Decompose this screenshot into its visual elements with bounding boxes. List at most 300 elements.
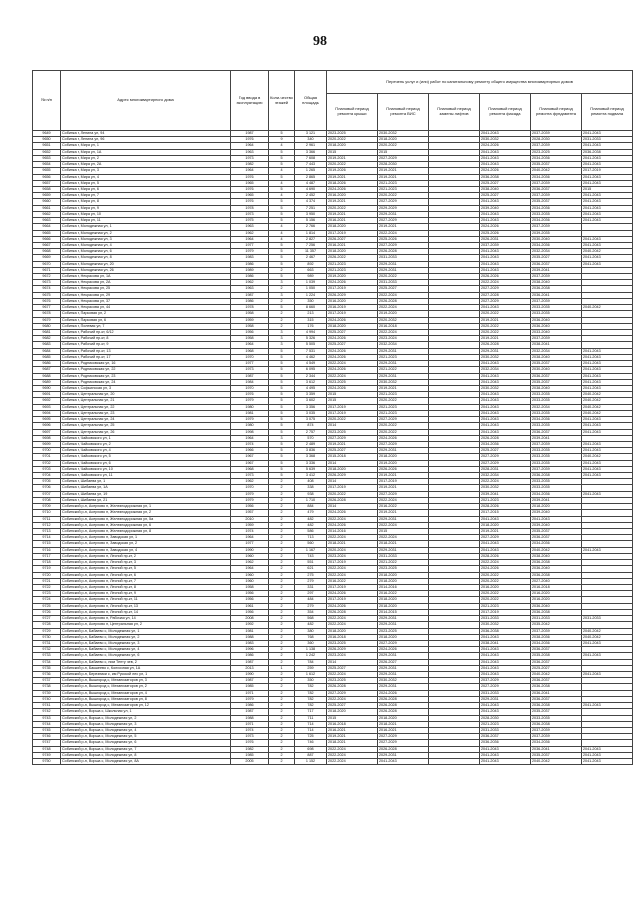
table-row bbox=[33, 522, 633, 528]
roof-period-cell: 2018-2020 bbox=[327, 249, 378, 255]
foundation-period-cell: 2036-2038 bbox=[531, 286, 582, 292]
row-number-cell: 9677 bbox=[33, 305, 61, 311]
floors-cell: 5 bbox=[269, 354, 295, 360]
row-number-cell: 9723 bbox=[33, 591, 61, 597]
row-number-cell: 9733 bbox=[33, 653, 61, 659]
address-cell: Собинка г, Шибаева ул, 1А bbox=[61, 485, 231, 491]
foundation-period-cell: 2033-2035 bbox=[531, 460, 582, 466]
address-cell: Собинка г, Некрасова ул, 29 bbox=[61, 292, 231, 298]
table-row bbox=[33, 547, 633, 553]
row-number-cell: 9689 bbox=[33, 379, 61, 385]
facade-period-cell: 2030-2032 bbox=[480, 354, 531, 360]
foundation-period-cell: 2035-2037 bbox=[531, 752, 582, 758]
area-cell: 551 bbox=[295, 560, 327, 566]
roof-period-cell: 2022-2024 bbox=[327, 535, 378, 541]
engineering-period-cell: 2021-2023 bbox=[378, 186, 429, 192]
roof-period-cell: 2016-2020 bbox=[327, 298, 378, 304]
table-row bbox=[33, 622, 633, 628]
facade-period-cell: 2020-2022 bbox=[480, 597, 531, 603]
row-number-cell: 9687 bbox=[33, 367, 61, 373]
area-cell: 2 344 bbox=[295, 373, 327, 379]
floors-cell: 2 bbox=[269, 317, 295, 323]
address-cell: Собинка г, Центральная ул, 25 bbox=[61, 423, 231, 429]
floors-cell: 2 bbox=[269, 535, 295, 541]
foundation-period-cell: 2039-2040 bbox=[531, 522, 582, 528]
address-cell: Собинка г, Мира ул, 1 bbox=[61, 143, 231, 149]
engineering-period-cell: 2028-2030 bbox=[378, 162, 429, 168]
engineering-period-cell: 2018-2020 bbox=[378, 603, 429, 609]
address-cell: Собинский р-н, Воршa с, Молодежная ул, 3 bbox=[61, 721, 231, 727]
year-built-cell: 1959 bbox=[231, 317, 269, 323]
year-built-cell: 1983 bbox=[231, 255, 269, 261]
facade-period-cell: 2041-2043 bbox=[480, 423, 531, 429]
facade-period-cell: 2041-2043 bbox=[480, 541, 531, 547]
area-cell: 297 bbox=[295, 591, 327, 597]
basement-period-cell: 2041-2043 bbox=[582, 261, 633, 267]
roof-period-cell: 2024-2026 bbox=[327, 348, 378, 354]
address-cell: Собинский р-н, Воршa с, Молодежная ул, 4 bbox=[61, 728, 231, 734]
area-cell: 4 374 bbox=[295, 199, 327, 205]
row-number-cell: 9705 bbox=[33, 479, 61, 485]
floors-cell: 2 bbox=[269, 634, 295, 640]
engineering-period-cell: 2030-2032 bbox=[378, 379, 429, 385]
row-number-cell: 9702 bbox=[33, 460, 61, 466]
row-number-cell: 9729 bbox=[33, 628, 61, 634]
area-cell: 782 bbox=[295, 703, 327, 709]
foundation-period-cell: 2036-2037 bbox=[531, 261, 582, 267]
row-number-cell: 9719 bbox=[33, 566, 61, 572]
engineering-period-cell: 2026-2028 bbox=[378, 703, 429, 709]
year-built-cell: 1970 bbox=[231, 354, 269, 360]
facade-period-cell: 2041-2043 bbox=[480, 398, 531, 404]
year-built-cell: 1957 bbox=[231, 510, 269, 516]
address-cell: Собинка г, Некрасова ул, 1А bbox=[61, 274, 231, 280]
table-row bbox=[33, 578, 633, 584]
foundation-period-cell: 2033-2035 bbox=[531, 410, 582, 416]
facade-period-cell: 2031-2033 bbox=[480, 616, 531, 622]
foundation-period-cell: 2035-2037 bbox=[531, 379, 582, 385]
address-cell: Собинка г, Некрасова ул, 2А bbox=[61, 280, 231, 286]
roof-period-cell: 2018-2020 bbox=[327, 466, 378, 472]
facade-period-cell: 2038-2041 bbox=[480, 640, 531, 646]
area-cell: 4 690 bbox=[295, 186, 327, 192]
engineering-period-cell: 2026-2028 bbox=[378, 709, 429, 715]
roof-period-cell: 2018-2020 bbox=[327, 224, 378, 230]
facade-period-cell: 2036-2038 bbox=[480, 628, 531, 634]
row-number-cell: 9718 bbox=[33, 560, 61, 566]
floors-cell: 5 bbox=[269, 199, 295, 205]
engineering-period-cell: 2018-2020 bbox=[378, 137, 429, 143]
roof-period-cell: 2022-2024 bbox=[327, 759, 378, 765]
basement-period-cell: 2040-2042 bbox=[582, 410, 633, 416]
row-number-cell: 9661 bbox=[33, 205, 61, 211]
facade-period-cell: 2041-2043 bbox=[480, 255, 531, 261]
foundation-period-cell: 2038-2041 bbox=[531, 342, 582, 348]
floors-cell: 2 bbox=[269, 609, 295, 615]
foundation-period-cell: 2023-2025 bbox=[531, 149, 582, 155]
row-number-cell: 9731 bbox=[33, 640, 61, 646]
basement-period-cell: 2041-2043 bbox=[582, 361, 633, 367]
foundation-period-cell: 2037-2039 bbox=[531, 193, 582, 199]
floors-cell: 2 bbox=[269, 759, 295, 765]
facade-period-cell: 2041-2043 bbox=[480, 417, 531, 423]
foundation-period-cell: 2034-2036 bbox=[531, 640, 582, 646]
foundation-period-cell: 2034-2036 bbox=[531, 417, 582, 423]
facade-period-cell: 2041-2043 bbox=[480, 759, 531, 765]
foundation-period-cell: 2036-2037 bbox=[531, 696, 582, 702]
area-cell: 725 bbox=[295, 734, 327, 740]
engineering-period-cell: 2023-2025 bbox=[378, 628, 429, 634]
table-row bbox=[33, 752, 633, 758]
area-cell: 1 050 bbox=[295, 286, 327, 292]
table-row bbox=[33, 634, 633, 640]
basement-period-cell: 2041-2043 bbox=[582, 746, 633, 752]
row-number-cell: 9659 bbox=[33, 193, 61, 199]
foundation-period-cell: 2039-2035 bbox=[531, 230, 582, 236]
address-cell: Собинка г, Чайковского ул, 4 bbox=[61, 448, 231, 454]
table-row bbox=[33, 659, 633, 665]
year-built-cell: 1981 bbox=[231, 410, 269, 416]
floors-cell: 4 bbox=[269, 230, 295, 236]
roof-period-cell: 2022-2024 bbox=[327, 746, 378, 752]
foundation-period-cell: 2040-2042 bbox=[531, 759, 582, 765]
floors-cell: 2 bbox=[269, 728, 295, 734]
year-built-cell: 1958 bbox=[231, 323, 269, 329]
foundation-period-cell: 2034-2036 bbox=[531, 205, 582, 211]
floors-cell: 5 bbox=[269, 162, 295, 168]
area-cell: 586 bbox=[295, 529, 327, 535]
roof-period-cell: 2022-2024 bbox=[327, 516, 378, 522]
foundation-period-cell: 2037-2039 bbox=[531, 336, 582, 342]
floors-cell: 5 bbox=[269, 466, 295, 472]
engineering-period-cell: 2026-2027 bbox=[378, 659, 429, 665]
roof-period-cell: 2019-2021 bbox=[327, 441, 378, 447]
floors-cell: 4 bbox=[269, 236, 295, 242]
area-cell: 782 bbox=[295, 696, 327, 702]
engineering-period-cell: 2021-2023 bbox=[378, 392, 429, 398]
facade-period-cell: 2021-2023 bbox=[480, 721, 531, 727]
address-cell: Собинка г, Мира ул, 8 bbox=[61, 199, 231, 205]
engineering-period-cell: 2027-2029 bbox=[378, 242, 429, 248]
year-built-cell: 1958 bbox=[231, 336, 269, 342]
roof-period-cell: 2014 bbox=[327, 423, 378, 429]
floors-cell: 2 bbox=[269, 541, 295, 547]
address-cell: Собинский р-н, Бакшеево с, Колхозная ул, 1А bbox=[61, 665, 231, 671]
engineering-period-cell: 2018-2021 bbox=[378, 721, 429, 727]
facade-period-cell: 2027-2029 bbox=[480, 460, 531, 466]
address-cell: Собинка г, Родниковская ул, 22 bbox=[61, 367, 231, 373]
row-number-cell: 9678 bbox=[33, 311, 61, 317]
year-built-cell: 1976 bbox=[231, 174, 269, 180]
row-number-cell: 9669 bbox=[33, 255, 61, 261]
repair-schedule-table-wrapper bbox=[32, 70, 632, 765]
facade-period-cell: 2032-2034 bbox=[480, 473, 531, 479]
area-cell: 1 224 bbox=[295, 292, 327, 298]
engineering-period-cell: 2027-2029 bbox=[378, 218, 429, 224]
row-number-cell: 9738 bbox=[33, 684, 61, 690]
foundation-period-cell: 2039-2041 bbox=[531, 497, 582, 503]
engineering-period-cell: 2016-2021 bbox=[378, 728, 429, 734]
area-cell: 2 757 bbox=[295, 429, 327, 435]
floors-cell: 5 bbox=[269, 448, 295, 454]
row-number-cell: 9667 bbox=[33, 242, 61, 248]
facade-period-cell: 2019-2021 bbox=[480, 336, 531, 342]
row-number-cell: 9656 bbox=[33, 174, 61, 180]
area-cell: 7 531 bbox=[295, 348, 327, 354]
roof-period-cell: 2027-2029 bbox=[327, 435, 378, 441]
floors-cell: 2 bbox=[269, 491, 295, 497]
engineering-period-cell: 2030-2032 bbox=[378, 131, 429, 137]
area-cell: 259 bbox=[295, 665, 327, 671]
engineering-period-cell: 2018-2020 bbox=[378, 634, 429, 640]
row-number-cell: 9699 bbox=[33, 441, 61, 447]
area-cell: 782 bbox=[295, 690, 327, 696]
basement-period-cell: 2041-2043 bbox=[582, 672, 633, 678]
area-cell: 4 487 bbox=[295, 180, 327, 186]
row-number-cell: 9704 bbox=[33, 473, 61, 479]
floors-cell: 2 bbox=[269, 653, 295, 659]
row-number-cell: 9721 bbox=[33, 578, 61, 584]
floors-cell: 5 bbox=[269, 155, 295, 161]
floors-cell: 2 bbox=[269, 560, 295, 566]
basement-period-cell: 2041-2043 bbox=[582, 703, 633, 709]
facade-period-cell: 2027-2029 bbox=[480, 454, 531, 460]
engineering-period-cell: 2018-2020 bbox=[378, 715, 429, 721]
facade-period-cell: 2025-2027 bbox=[480, 180, 531, 186]
table-row bbox=[33, 696, 633, 702]
roof-period-cell: 2017-2019 bbox=[327, 311, 378, 317]
address-cell: Собинка г, Рабочий пр-кт, 9 bbox=[61, 342, 231, 348]
foundation-period-cell: 2035-2042 bbox=[531, 622, 582, 628]
year-built-cell: 1980 bbox=[231, 404, 269, 410]
area-cell: 7 443 bbox=[295, 162, 327, 168]
foundation-period-cell: 2034-2036 bbox=[531, 242, 582, 248]
engineering-period-cell: 2022-2024 bbox=[378, 535, 429, 541]
year-built-cell: 1986 bbox=[231, 653, 269, 659]
address-cell: Собинский р-н, Асерхово п, Лесной пр-кт, 6 bbox=[61, 572, 231, 578]
address-cell: Собинский р-н, Вышгород с, Механизаторов ул, 12 bbox=[61, 703, 231, 709]
foundation-period-cell: 2036-2041 bbox=[531, 292, 582, 298]
foundation-period-cell: 2039-2040 bbox=[531, 510, 582, 516]
roof-period-cell: 2014 bbox=[327, 479, 378, 485]
address-cell: Собинка г, Ленина ул, 96 bbox=[61, 137, 231, 143]
floors-cell: 5 bbox=[269, 361, 295, 367]
engineering-period-cell: 2029-2031 bbox=[378, 672, 429, 678]
foundation-period-cell: 2033-2035 bbox=[531, 211, 582, 217]
engineering-period-cell: 2029-2031 bbox=[378, 616, 429, 622]
basement-period-cell: 2041-2043 bbox=[582, 417, 633, 423]
year-built-cell: 1967 bbox=[231, 454, 269, 460]
address-cell: Собинка г, Мира ул, 2 bbox=[61, 155, 231, 161]
address-cell: Собинка г, Молодежная ул, 26 bbox=[61, 267, 231, 273]
row-number-cell: 9657 bbox=[33, 180, 61, 186]
address-cell: Собинка г, Чайковского ул, 5 bbox=[61, 454, 231, 460]
foundation-period-cell: 2016-2018 bbox=[531, 584, 582, 590]
engineering-period-cell: 2020-2022 bbox=[378, 429, 429, 435]
address-cell: Собинский р-н, Березники с, им Русской лес ул, 1 bbox=[61, 672, 231, 678]
year-built-cell: 1976 bbox=[231, 137, 269, 143]
roof-period-cell: 2019-2021 bbox=[327, 199, 378, 205]
basement-period-cell: 2040-2042 bbox=[582, 398, 633, 404]
row-number-cell: 9665 bbox=[33, 230, 61, 236]
foundation-period-cell: 2036-2040 bbox=[531, 566, 582, 572]
area-cell: 360 bbox=[295, 640, 327, 646]
foundation-period-cell: 2028-2030 bbox=[531, 137, 582, 143]
foundation-period-cell: 2037-2039 bbox=[531, 734, 582, 740]
roof-period-cell: 2026-2028 bbox=[327, 497, 378, 503]
foundation-period-cell: 2025-2027 bbox=[531, 665, 582, 671]
engineering-period-cell: 2027-2029 bbox=[378, 740, 429, 746]
engineering-period-cell: 2029-2031 bbox=[378, 448, 429, 454]
engineering-period-cell: 2019-2021 bbox=[378, 473, 429, 479]
engineering-period-cell: 2027-2029 bbox=[378, 199, 429, 205]
basement-period-cell: 2041-2043 bbox=[582, 460, 633, 466]
row-number-cell: 9732 bbox=[33, 647, 61, 653]
engineering-period-cell: 2020-2022 bbox=[378, 398, 429, 404]
engineering-period-cell: 2020-2022 bbox=[378, 143, 429, 149]
floors-cell: 5 bbox=[269, 249, 295, 255]
address-cell: Собинка г, Мира ул, 1А bbox=[61, 149, 231, 155]
floors-cell: 5 bbox=[269, 211, 295, 217]
row-number-cell: 9711 bbox=[33, 516, 61, 522]
facade-period-cell: 2041-2043 bbox=[480, 199, 531, 205]
floors-cell: 3 bbox=[269, 435, 295, 441]
area-cell: 568 bbox=[295, 616, 327, 622]
area-cell: 768 bbox=[295, 634, 327, 640]
table-row bbox=[33, 504, 633, 510]
foundation-period-cell: 2016-2020 bbox=[531, 597, 582, 603]
facade-period-cell: 2041-2043 bbox=[480, 429, 531, 435]
address-cell: Собинка г, Мира ул, 11 bbox=[61, 218, 231, 224]
area-cell: 1 814 bbox=[295, 230, 327, 236]
address-cell: Собинский р-н, Асерхово п, Железнодорожная ул, 6 bbox=[61, 522, 231, 528]
facade-period-cell: 2041-2043 bbox=[480, 361, 531, 367]
facade-period-cell: 2041-2043 bbox=[480, 261, 531, 267]
roof-period-cell: 2025-2027 bbox=[327, 330, 378, 336]
year-built-cell: 1964 bbox=[231, 143, 269, 149]
address-cell: Собинский р-н, Асерхово п, Лесной пр-кт, 14 bbox=[61, 609, 231, 615]
address-cell: Собинский р-н, Асерхово п, Лесной пр-кт, 8 bbox=[61, 584, 231, 590]
area-cell: 3 121 bbox=[295, 131, 327, 137]
year-built-cell: 1973 bbox=[231, 155, 269, 161]
table-row bbox=[33, 529, 633, 535]
facade-period-cell: 2041-2043 bbox=[480, 709, 531, 715]
address-cell: Собинский р-н, Воршa с, Молодежная ул, 6 bbox=[61, 740, 231, 746]
area-cell: 3 366 bbox=[295, 149, 327, 155]
address-cell: Собинский р-н, Воршa с, Молодежная ул, 5 bbox=[61, 734, 231, 740]
year-built-cell: 1977 bbox=[231, 541, 269, 547]
floors-cell: 5 bbox=[269, 348, 295, 354]
foundation-period-cell: 2030-2040 bbox=[531, 236, 582, 242]
row-number-cell: 9672 bbox=[33, 274, 61, 280]
roof-period-cell: 2024-2026 bbox=[327, 317, 378, 323]
engineering-period-cell: 2027-2029 bbox=[378, 734, 429, 740]
year-built-cell: 1977 bbox=[231, 242, 269, 248]
table-row bbox=[33, 715, 633, 721]
engineering-period-cell: 2019-2021 bbox=[378, 224, 429, 230]
area-cell: 350 bbox=[295, 298, 327, 304]
basement-period-cell: 2041-2043 bbox=[582, 143, 633, 149]
address-cell: Собинка г, Рабочий пр-кт, 6/12 bbox=[61, 330, 231, 336]
row-number-cell: 9736 bbox=[33, 672, 61, 678]
engineering-period-cell: 2021-2023 bbox=[378, 404, 429, 410]
floors-cell: 2 bbox=[269, 678, 295, 684]
year-built-cell: 1992 bbox=[231, 622, 269, 628]
area-cell: 5 156 bbox=[295, 218, 327, 224]
floors-cell: 5 bbox=[269, 305, 295, 311]
roof-period-cell: 2016-2021 bbox=[327, 218, 378, 224]
year-built-cell: 1960 bbox=[231, 553, 269, 559]
area-cell: 482 bbox=[295, 622, 327, 628]
address-cell: Собинка г, Чайковского ул, 1 bbox=[61, 435, 231, 441]
year-built-cell: 1964 bbox=[231, 168, 269, 174]
area-cell: 5 639 bbox=[295, 466, 327, 472]
address-cell: Собинка г, Рабочий пр-кт, 13 bbox=[61, 348, 231, 354]
address-cell: Собинка г, Молодежная ул, 4 bbox=[61, 242, 231, 248]
foundation-period-cell: 2033-2035 bbox=[531, 485, 582, 491]
area-cell: 3 359 bbox=[295, 392, 327, 398]
roof-period-cell: 2017-2019 bbox=[327, 230, 378, 236]
roof-period-cell: 2015 bbox=[327, 149, 378, 155]
row-number-cell: 9746 bbox=[33, 734, 61, 740]
address-cell: Собинка г, Некрасова ул, 37 bbox=[61, 298, 231, 304]
facade-period-cell: 2041-2043 bbox=[480, 672, 531, 678]
floors-cell: 5 bbox=[269, 392, 295, 398]
foundation-period-cell: 2037-2039 bbox=[531, 180, 582, 186]
basement-period-cell: 2040-2042 bbox=[582, 634, 633, 640]
floors-cell: 9 bbox=[269, 137, 295, 143]
floors-cell: 2 bbox=[269, 647, 295, 653]
address-cell: Собинка г, Чайковского ул, 10 bbox=[61, 466, 231, 472]
address-cell: Собинка г, Мира ул, 4 bbox=[61, 174, 231, 180]
table-row bbox=[33, 759, 633, 765]
engineering-period-cell: 2019-2021 bbox=[378, 385, 429, 391]
facade-period-cell: 2019-2021 bbox=[480, 317, 531, 323]
foundation-period-cell: 2040-2042 bbox=[531, 672, 582, 678]
area-cell: 408 bbox=[295, 479, 327, 485]
area-cell: 482 bbox=[295, 522, 327, 528]
basement-period-cell: 2041-2043 bbox=[582, 174, 633, 180]
engineering-period-cell: 2030-2032 bbox=[378, 678, 429, 684]
year-built-cell: 1985 bbox=[231, 684, 269, 690]
year-built-cell: 1977 bbox=[231, 361, 269, 367]
roof-period-cell: 2017-2019 bbox=[327, 410, 378, 416]
address-cell: Собинка г, Шибаева ул, 19 bbox=[61, 491, 231, 497]
basement-period-cell: 2040-2042 bbox=[582, 628, 633, 634]
area-cell: 784 bbox=[295, 659, 327, 665]
floors-cell: 2 bbox=[269, 690, 295, 696]
floors-cell: 2 bbox=[269, 566, 295, 572]
roof-period-cell: 2015 bbox=[327, 392, 378, 398]
year-built-cell: 1982 bbox=[231, 162, 269, 168]
floors-cell: 3 bbox=[269, 336, 295, 342]
address-cell: Собинский р-н, Асерхово п, Железнодорожная ул, 1 bbox=[61, 504, 231, 510]
foundation-period-cell: 2038-2036 bbox=[531, 634, 582, 640]
year-built-cell: 1965 bbox=[231, 193, 269, 199]
floors-cell: 5 bbox=[269, 261, 295, 267]
year-built-cell: 1962 bbox=[231, 560, 269, 566]
engineering-period-cell: 2032-2034 bbox=[378, 342, 429, 348]
foundation-period-cell: 2037-2039 bbox=[531, 441, 582, 447]
roof-period-cell: 2021-2023 bbox=[327, 261, 378, 267]
area-cell: 213 bbox=[295, 311, 327, 317]
area-cell: 2 452 bbox=[295, 193, 327, 199]
year-built-cell: 1989 bbox=[231, 267, 269, 273]
roof-period-cell: 2027-2029 bbox=[327, 690, 378, 696]
facade-period-cell: 2027-2029 bbox=[480, 535, 531, 541]
year-built-cell: 1964 bbox=[231, 435, 269, 441]
area-cell: 380 bbox=[295, 628, 327, 634]
